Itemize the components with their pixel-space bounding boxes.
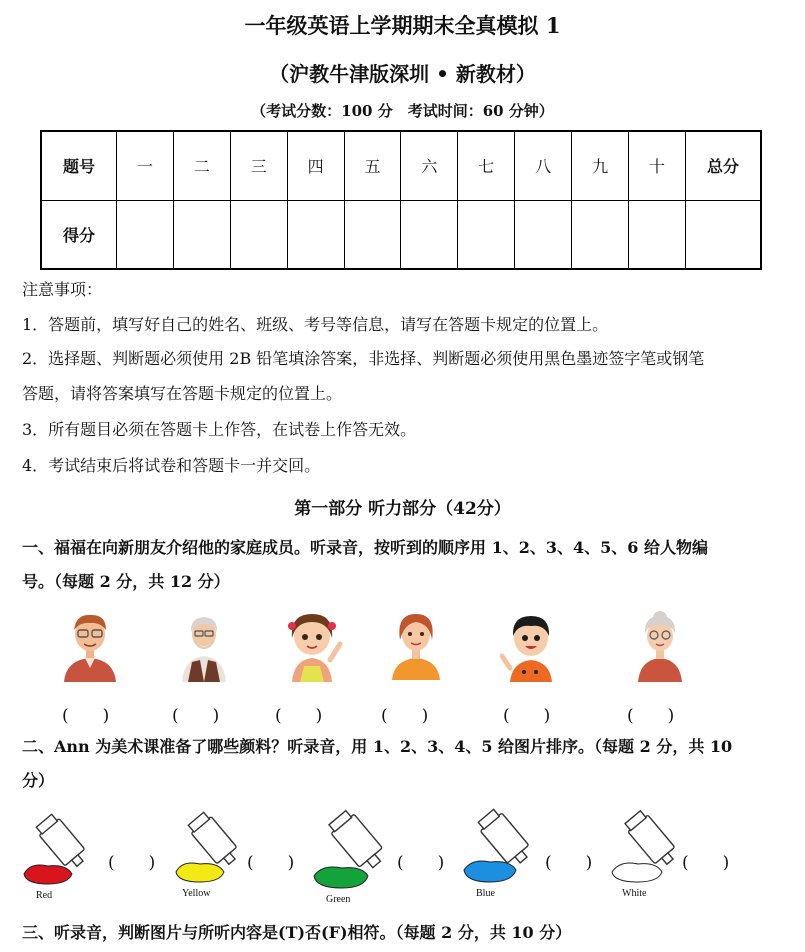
paint-tube-blue	[462, 806, 548, 904]
paint-tube-yellow	[172, 808, 254, 904]
score-cell[interactable]	[686, 200, 762, 269]
answer-blank[interactable]: ( )	[172, 706, 220, 726]
score-cell[interactable]	[173, 200, 230, 269]
answer-blank[interactable]: ( )	[108, 853, 156, 873]
grandfather-icon	[180, 610, 228, 682]
row-label-score: 得分	[41, 200, 117, 269]
page-title: 一年级英语上学期期末全真模拟 1	[244, 13, 561, 38]
answer-blank[interactable]: ( )	[682, 853, 730, 873]
col-total: 总分	[686, 131, 762, 200]
father-icon	[60, 610, 120, 682]
part1-title: 第一部分 听力部分（42分）	[294, 499, 511, 519]
note-item: 1．答题前，填写好自己的姓名、班级、考号等信息，请写在答题卡规定的位置上。	[22, 315, 609, 334]
score-table-header-row	[41, 131, 761, 200]
answer-blank[interactable]: ( )	[627, 706, 675, 726]
col-8: 八	[515, 131, 572, 200]
answer-blank[interactable]: ( )	[397, 853, 445, 873]
girl-icon	[280, 608, 348, 682]
answer-blank[interactable]: ( )	[545, 853, 593, 873]
score-table-score-row	[41, 200, 761, 269]
q3-prompt-line1: 三、听录音，判断图片与所听内容是(T)否(F)相符。（每题 2 分，共 10 分）	[22, 923, 572, 942]
col-5: 五	[344, 131, 401, 200]
paint-tube-green	[312, 808, 402, 908]
answer-blank[interactable]: ( )	[503, 706, 551, 726]
q2-prompt-line2: 分）	[22, 771, 55, 790]
score-cell[interactable]	[515, 200, 572, 269]
score-cell[interactable]	[344, 200, 401, 269]
tube-label: Green	[326, 894, 351, 905]
row-label-question-number: 题号	[41, 131, 117, 200]
note-item: 4．考试结束后将试卷和答题卡一并交回。	[22, 456, 321, 475]
grandmother-icon	[636, 610, 684, 682]
score-cell[interactable]	[117, 200, 174, 269]
note-item: 答题，请将答案填写在答题卡规定的位置上。	[22, 384, 343, 403]
answer-blank[interactable]: ( )	[381, 706, 429, 726]
tube-label: Red	[36, 890, 53, 901]
note-item: 2．选择题、判断题必须使用 2B 铅笔填涂答案，非选择、判断题必须使用黑色墨迹签字笔或钢笔	[22, 349, 705, 368]
note-item: 3．所有题目必须在答题卡上作答，在试卷上作答无效。	[22, 420, 417, 439]
notes-heading: 注意事项：	[22, 280, 103, 299]
score-table	[40, 130, 762, 270]
tube-label: White	[622, 888, 647, 899]
q1-prompt-line2: 号。（每题 2 分，共 12 分）	[22, 572, 230, 591]
boy-icon	[500, 610, 562, 682]
col-10: 十	[629, 131, 686, 200]
col-7: 七	[458, 131, 515, 200]
tube-label: Yellow	[182, 888, 211, 899]
exam-info: （考试分数：100 分 考试时间：60 分钟）	[251, 102, 554, 120]
col-6: 六	[401, 131, 458, 200]
answer-blank[interactable]: ( )	[247, 853, 295, 873]
mother-icon	[390, 610, 442, 680]
paint-tube-red	[22, 808, 104, 904]
col-2: 二	[173, 131, 230, 200]
col-1: 一	[117, 131, 174, 200]
paint-tube-white	[610, 808, 692, 904]
page-subtitle: （沪教牛津版深圳 • 新教材）	[269, 62, 536, 86]
q1-prompt-line1: 一、福福在向新朋友介绍他的家庭成员。听录音，按听到的顺序用 1、2、3、4、5、6 给人物编	[22, 538, 708, 557]
q2-prompt-line1: 二、Ann 为美术课准备了哪些颜料？听录音，用 1、2、3、4、5 给图片排序。（每题 2 分，共 10	[22, 737, 733, 756]
score-cell[interactable]	[287, 200, 344, 269]
answer-blank[interactable]: ( )	[275, 706, 323, 726]
col-3: 三	[230, 131, 287, 200]
score-cell[interactable]	[230, 200, 287, 269]
score-cell[interactable]	[629, 200, 686, 269]
score-cell[interactable]	[401, 200, 458, 269]
score-cell[interactable]	[458, 200, 515, 269]
tube-label: Blue	[476, 888, 495, 899]
col-4: 四	[287, 131, 344, 200]
answer-blank[interactable]: ( )	[62, 706, 110, 726]
col-9: 九	[572, 131, 629, 200]
score-cell[interactable]	[572, 200, 629, 269]
